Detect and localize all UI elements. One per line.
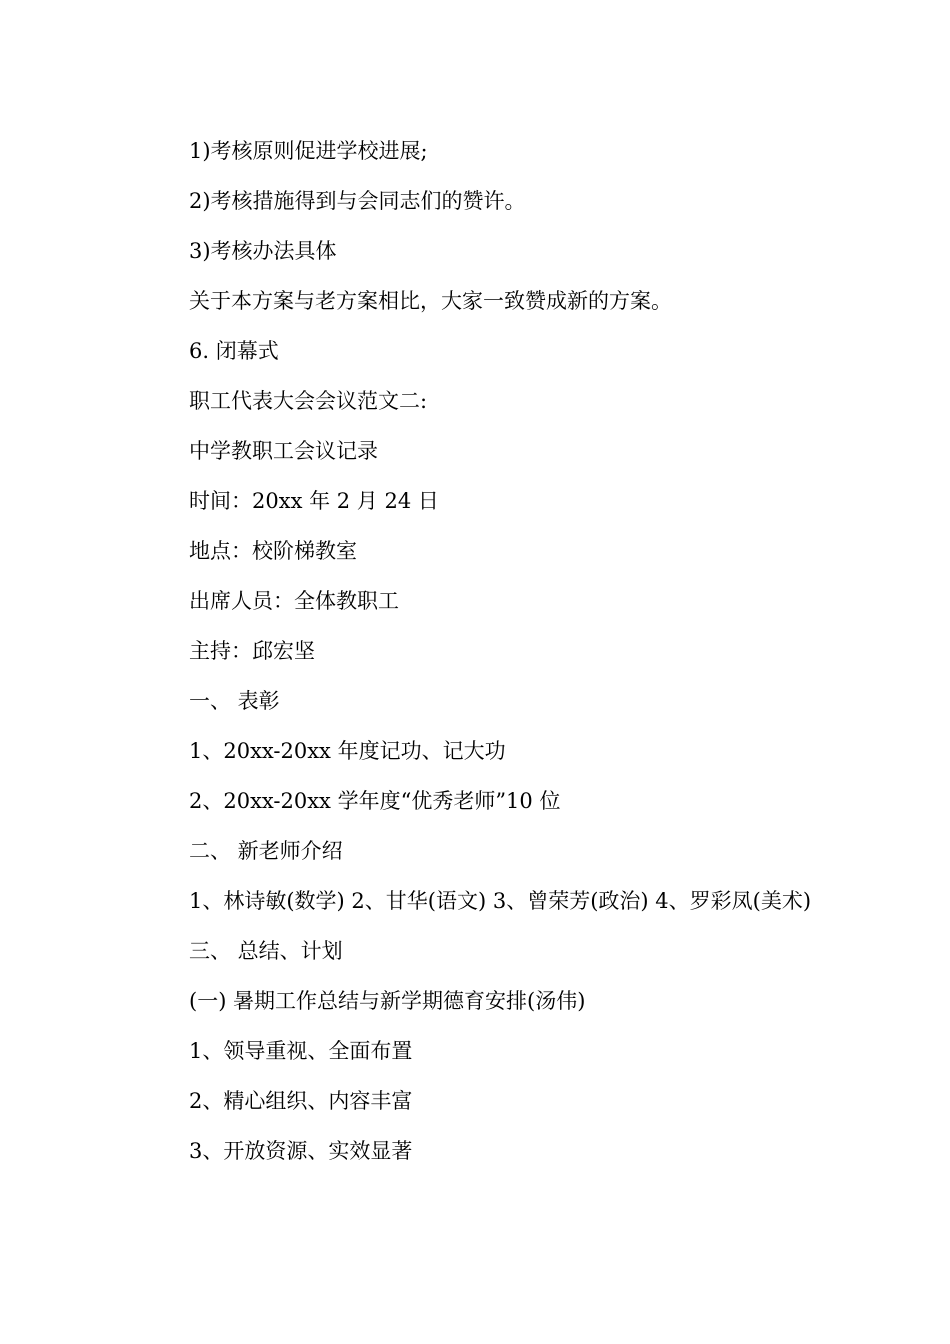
document-body: [144, 126, 814, 1176]
meeting-attendees: 出席人员：全体教职工: [189, 589, 399, 613]
meeting-location: 地点：校阶梯教室: [189, 539, 357, 563]
section-heading: 三、 总结、计划: [189, 939, 343, 963]
paragraph-line: 2)考核措施得到与会同志们的赞许。: [189, 189, 526, 213]
section-heading: 二、 新老师介绍: [189, 839, 343, 863]
meeting-host: 主持：邱宏坚: [189, 639, 315, 663]
paragraph-line: 1)考核原则促进学校进展;: [189, 139, 428, 163]
list-item: 2、20xx-20xx 学年度“优秀老师”10 位: [189, 789, 561, 813]
document-title: 中学教职工会议记录: [189, 439, 378, 463]
list-item: 1、林诗敏(数学) 2、甘华(语文) 3、曾荣芳(政治) 4、罗彩凤(美术): [189, 889, 812, 913]
section-heading: 一、 表彰: [189, 689, 280, 713]
paragraph-line: 职工代表大会会议范文二:: [189, 389, 428, 413]
list-item: 1、20xx-20xx 年度记功、记大功: [189, 739, 506, 763]
paragraph-line: 3)考核办法具体: [189, 239, 337, 263]
list-item: 2、精心组织、内容丰富: [189, 1089, 413, 1113]
paragraph-line: 关于本方案与老方案相比，大家一致赞成新的方案。: [189, 289, 672, 313]
subsection-heading: (一) 暑期工作总结与新学期德育安排(汤伟): [189, 989, 586, 1013]
list-item: 1、领导重视、全面布置: [189, 1039, 413, 1063]
meeting-time: 时间：20xx 年 2 月 24 日: [189, 489, 439, 513]
list-item: 3、开放资源、实效显著: [189, 1139, 413, 1163]
section-heading: 6. 闭幕式: [189, 339, 279, 363]
